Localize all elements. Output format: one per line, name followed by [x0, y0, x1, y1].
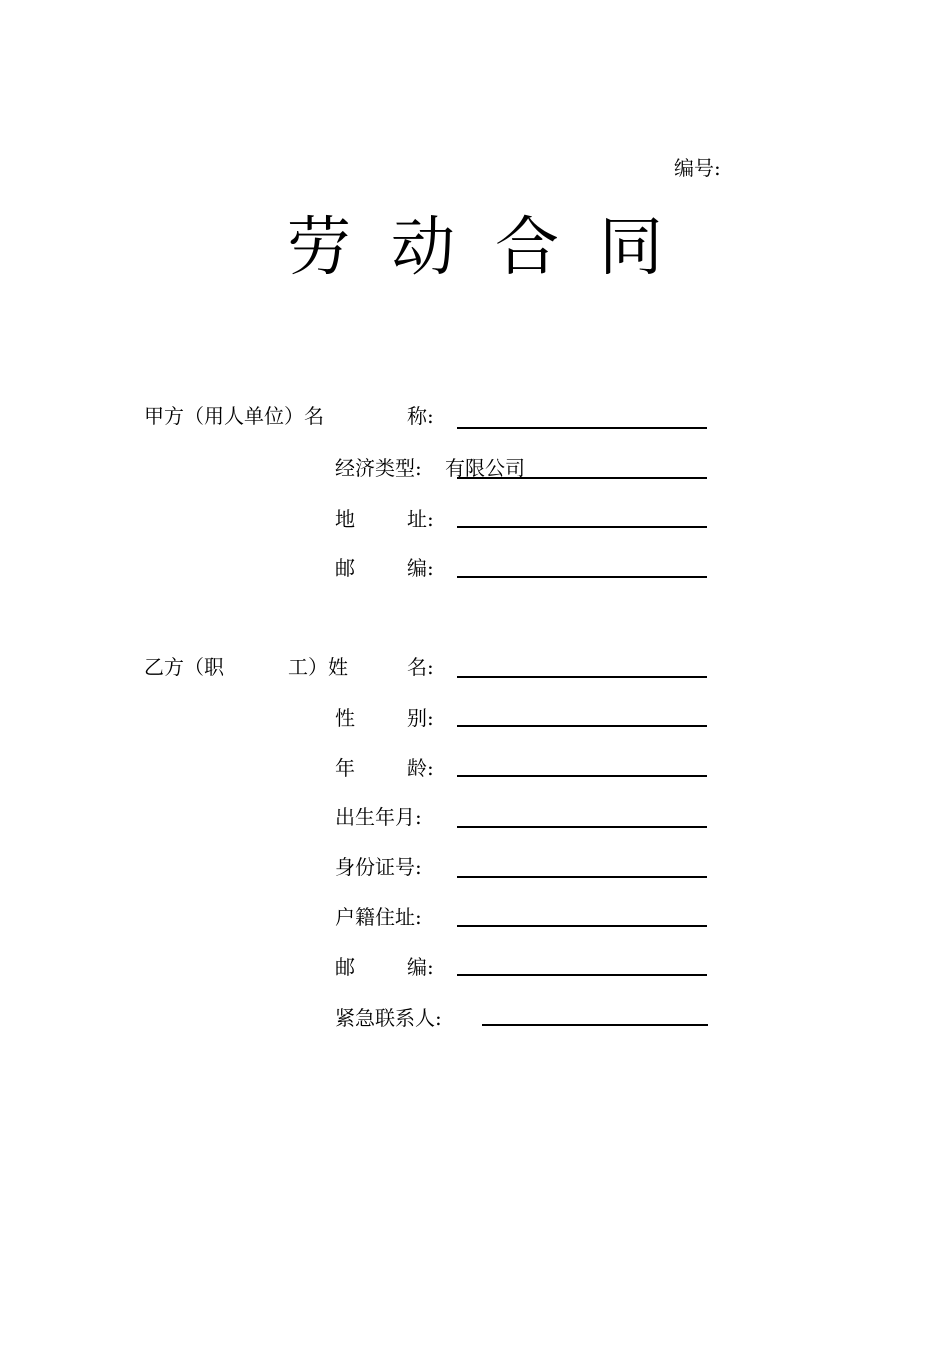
- party-a-name-label: 称:: [407, 404, 434, 428]
- age-label-left: 年: [335, 756, 355, 780]
- emergency-contact-field[interactable]: [482, 1024, 708, 1026]
- gender-field[interactable]: [457, 725, 707, 727]
- emergency-contact-label: 紧急联系人:: [335, 1006, 442, 1030]
- economic-type-value: 有限公司: [445, 456, 525, 480]
- party-b-postcode-label-left: 邮: [335, 955, 355, 979]
- party-a-name-field[interactable]: [457, 427, 707, 429]
- party-b-label-left: 乙方（职: [144, 655, 224, 679]
- party-a-label: 甲方（用人单位）名: [144, 404, 324, 428]
- economic-type-label: 经济类型:: [335, 456, 422, 480]
- party-b-name-label: 名:: [407, 655, 434, 679]
- party-a-postcode-label-left: 邮: [335, 556, 355, 580]
- party-b-label-right: 工）姓: [288, 655, 348, 679]
- birth-date-field[interactable]: [457, 826, 707, 828]
- party-b-name-field[interactable]: [457, 676, 707, 678]
- gender-label-left: 性: [335, 706, 355, 730]
- title-char: 同: [599, 211, 663, 285]
- id-number-field[interactable]: [457, 876, 707, 878]
- party-a-address-field[interactable]: [457, 526, 707, 528]
- age-field[interactable]: [457, 775, 707, 777]
- party-a-address-label-left: 地: [335, 507, 355, 531]
- gender-label-right: 别:: [407, 706, 434, 730]
- party-a-postcode-field[interactable]: [457, 576, 707, 578]
- id-number-label: 身份证号:: [335, 855, 422, 879]
- household-address-field[interactable]: [457, 925, 707, 927]
- title-char: 动: [391, 211, 455, 285]
- page-title: [0, 206, 950, 290]
- household-address-label: 户籍住址:: [335, 905, 422, 929]
- party-b-postcode-field[interactable]: [457, 974, 707, 976]
- party-a-postcode-label-right: 编:: [407, 556, 434, 580]
- title-char: 劳: [287, 211, 351, 285]
- party-b-postcode-label-right: 编:: [407, 955, 434, 979]
- birth-date-label: 出生年月:: [335, 805, 422, 829]
- age-label-right: 龄:: [407, 756, 434, 780]
- party-a-address-label-right: 址:: [407, 507, 434, 531]
- title-char: 合: [495, 211, 559, 285]
- economic-type-field[interactable]: [457, 477, 707, 479]
- document-number-label: 编号:: [674, 156, 721, 180]
